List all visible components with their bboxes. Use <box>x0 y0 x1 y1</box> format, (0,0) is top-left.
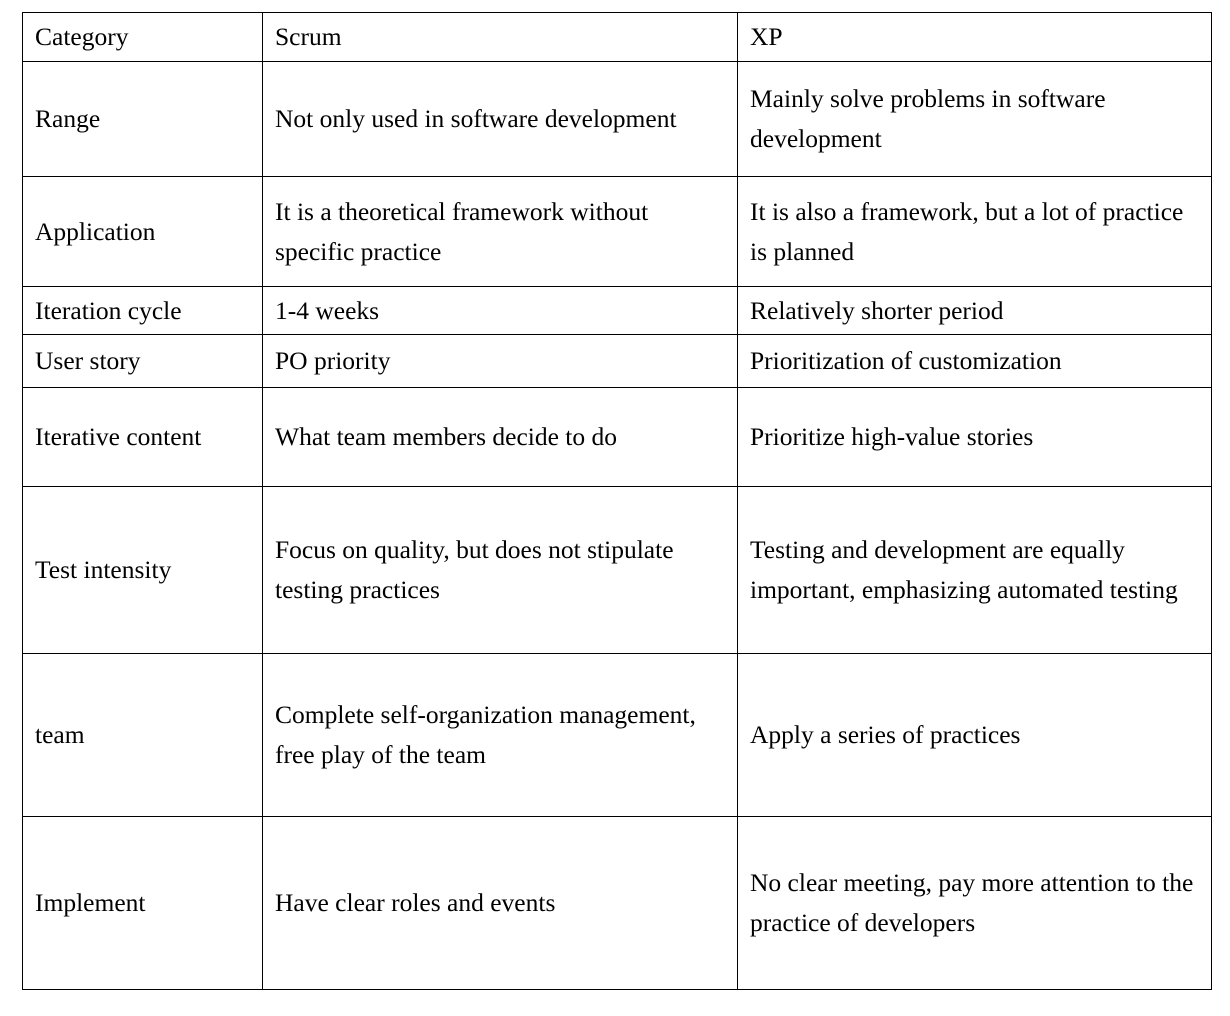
table-row <box>23 817 1212 990</box>
column-header-xp: XP <box>738 13 1212 62</box>
cell-user-story-scrum: PO priority <box>263 335 738 388</box>
scrum-xp-comparison-table <box>22 12 1212 990</box>
cell-iteration-cycle-scrum: 1-4 weeks <box>263 287 738 335</box>
row-label-range: Range <box>23 62 263 177</box>
cell-range-scrum: Not only used in software development <box>263 62 738 177</box>
cell-test-intensity-xp: Testing and development are equally important, emphasizing automated testing <box>738 487 1212 654</box>
cell-range-xp: Mainly solve problems in software development <box>738 62 1212 177</box>
cell-test-intensity-scrum: Focus on quality, but does not stipulate testing practices <box>263 487 738 654</box>
column-header-category: Category <box>23 13 263 62</box>
cell-implement-xp: No clear meeting, pay more attention to the practice of developers <box>738 817 1212 990</box>
cell-application-xp: It is also a framework, but a lot of practice is planned <box>738 177 1212 287</box>
row-label-implement: Implement <box>23 817 263 990</box>
table-row <box>23 287 1212 335</box>
cell-user-story-xp: Prioritization of customization <box>738 335 1212 388</box>
cell-iterative-content-scrum: What team members decide to do <box>263 388 738 487</box>
row-label-user-story: User story <box>23 335 263 388</box>
cell-implement-scrum: Have clear roles and events <box>263 817 738 990</box>
table-header-row <box>23 13 1212 62</box>
row-label-application: Application <box>23 177 263 287</box>
cell-application-scrum: It is a theoretical framework without specific practice <box>263 177 738 287</box>
table-row <box>23 388 1212 487</box>
row-label-iterative-content: Iterative content <box>23 388 263 487</box>
table-row <box>23 62 1212 177</box>
cell-iterative-content-xp: Prioritize high-value stories <box>738 388 1212 487</box>
row-label-iteration-cycle: Iteration cycle <box>23 287 263 335</box>
row-label-team: team <box>23 654 263 817</box>
table-row <box>23 654 1212 817</box>
cell-team-scrum: Complete self-organization management, free play of the team <box>263 654 738 817</box>
cell-iteration-cycle-xp: Relatively shorter period <box>738 287 1212 335</box>
table-row <box>23 177 1212 287</box>
column-header-scrum: Scrum <box>263 13 738 62</box>
table-row <box>23 487 1212 654</box>
cell-team-xp: Apply a series of practices <box>738 654 1212 817</box>
table-row <box>23 335 1212 388</box>
row-label-test-intensity: Test intensity <box>23 487 263 654</box>
